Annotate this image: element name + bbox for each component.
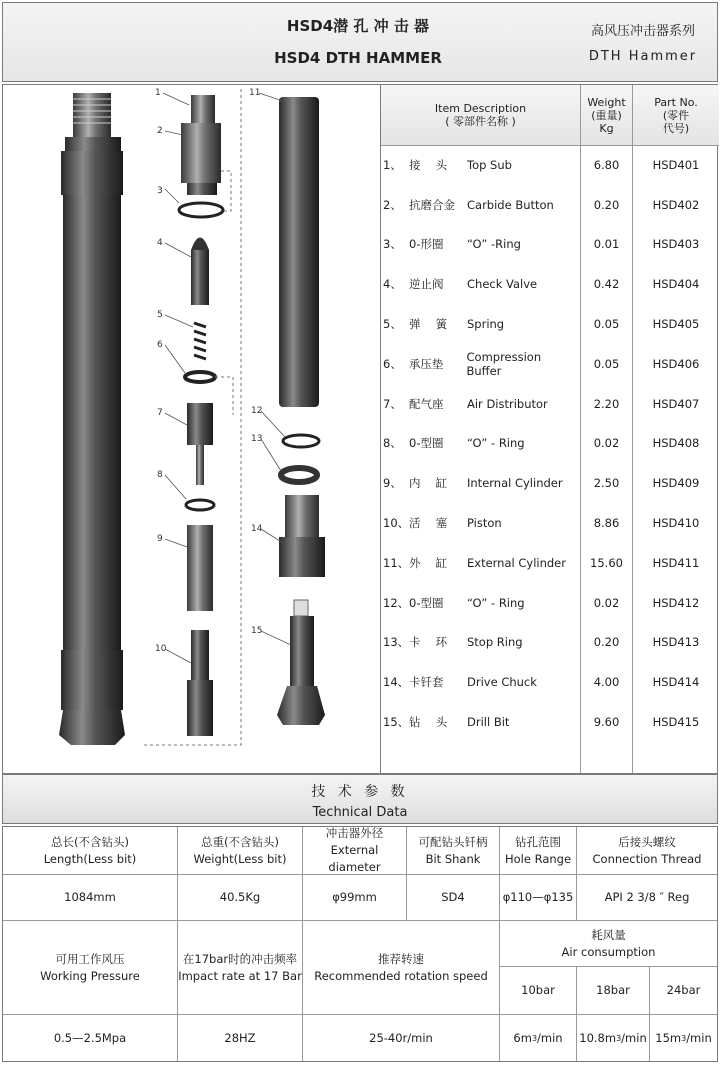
part-row-number: HSD404 xyxy=(652,277,700,292)
part-row-num: 15、 xyxy=(383,715,410,730)
part-row-weight: 4.00 xyxy=(593,675,620,690)
air-value-18-num: 10.8m xyxy=(579,1030,617,1045)
weight-value: 40.5Kg xyxy=(178,875,303,921)
air-sup-3: 3 xyxy=(681,1033,687,1043)
part-row-number: HSD414 xyxy=(652,675,700,690)
length-label xyxy=(3,827,178,875)
part-row-en: Check Valve xyxy=(467,277,538,292)
part-row-en: Drill Bit xyxy=(467,715,510,730)
part-row-weight: 0.42 xyxy=(593,277,620,292)
weight-cn: 总重(不含钻头) xyxy=(201,834,279,849)
diameter-cn: 冲击器外径 xyxy=(325,826,384,840)
part-row-weight: 0.05 xyxy=(593,317,620,332)
col-item-en: Item Description xyxy=(434,102,527,115)
title-cn: HSD4潜 孔 冲 击 器 xyxy=(286,17,430,35)
diameter-value: φ99mm xyxy=(303,875,407,921)
shank-value: SD4 xyxy=(407,875,500,921)
air-pressure-24: 24bar xyxy=(650,967,717,1015)
part-row-cn: 0-形圈 xyxy=(409,237,444,252)
tech-title-cn: 技 术 参 数 xyxy=(311,784,409,800)
air-en: Air consumption xyxy=(561,944,656,959)
weight-en: Weight(Less bit) xyxy=(193,851,287,866)
part-air-distributor xyxy=(187,403,213,485)
title-en: HSD4 DTH HAMMER xyxy=(274,49,442,67)
part-row-number: HSD410 xyxy=(652,516,700,531)
part-row-desc xyxy=(383,264,579,304)
part-row-weight: 6.80 xyxy=(593,157,620,172)
callout-1: 1 xyxy=(155,88,161,98)
part-row-cn: 钻 头 xyxy=(409,715,448,730)
air-value-24-num: 15m xyxy=(655,1030,682,1045)
part-row-cn: 内 缸 xyxy=(409,476,448,491)
part-row-num: 6、 xyxy=(383,356,402,371)
col-weight-cn: (重量) xyxy=(591,108,622,122)
hole-label xyxy=(500,827,577,875)
hole-en: Hole Range xyxy=(504,851,572,866)
pressure-label xyxy=(3,921,178,1015)
assembled-hammer xyxy=(59,93,125,745)
part-row-num: 3、 xyxy=(383,237,402,252)
part-row-cn: 抗磨合金 xyxy=(409,197,455,212)
col-item-header xyxy=(381,85,580,146)
rotation-cn: 推荐转速 xyxy=(378,951,424,966)
series-en: DTH Hammer xyxy=(588,49,698,64)
part-row-weight: 0.02 xyxy=(593,436,620,451)
pressure-value: 0.5—2.5Mpa xyxy=(3,1015,178,1061)
part-row-num: 14、 xyxy=(383,675,410,690)
part-row-weight: 0.20 xyxy=(593,635,620,650)
part-row-number: HSD403 xyxy=(652,237,700,252)
part-row-desc xyxy=(383,145,579,185)
part-row-en: Spring xyxy=(467,317,505,332)
part-top-sub xyxy=(181,95,221,195)
col-weight-header xyxy=(581,85,632,146)
parts-section xyxy=(2,84,718,774)
part-row-number: HSD415 xyxy=(652,715,700,730)
part-spring xyxy=(194,323,206,359)
callout-4: 4 xyxy=(157,238,163,248)
part-row-num: 9、 xyxy=(383,476,402,491)
part-row-weight: 0.05 xyxy=(593,356,620,371)
part-o-ring-3 xyxy=(179,203,223,217)
air-unit-1: /min xyxy=(537,1030,563,1045)
part-row-desc xyxy=(383,185,579,225)
air-sup-2: 3 xyxy=(616,1033,622,1043)
part-row-num: 8、 xyxy=(383,436,402,451)
part-row-en: Air Distributor xyxy=(467,396,548,411)
callout-2: 2 xyxy=(157,126,163,136)
part-row-en: “O” -Ring xyxy=(467,237,521,252)
part-row-desc xyxy=(383,384,579,424)
part-row-num: 1、 xyxy=(383,157,402,172)
part-row-num: 11、 xyxy=(383,555,410,570)
part-row-weight: 9.60 xyxy=(593,715,620,730)
part-row-desc xyxy=(383,463,579,503)
part-row-weight: 2.50 xyxy=(593,476,620,491)
air-value-10 xyxy=(500,1015,577,1061)
thread-en: Connection Thread xyxy=(592,851,702,866)
rotation-en: Recommended rotation speed xyxy=(314,968,488,983)
length-value: 1084mm xyxy=(3,875,178,921)
impact-value: 28HZ xyxy=(178,1015,303,1061)
part-row-en: Stop Ring xyxy=(467,635,523,650)
part-piston xyxy=(187,630,213,736)
length-en: Length(Less bit) xyxy=(43,851,137,866)
callout-14: 14 xyxy=(251,524,263,534)
col-part-cn-2: 代号) xyxy=(662,121,690,135)
callout-9: 9 xyxy=(157,534,163,544)
tech-grid xyxy=(2,826,718,1062)
part-drill-bit xyxy=(277,600,325,725)
callout-8: 8 xyxy=(157,470,163,480)
col-weight-unit: Kg xyxy=(599,121,614,135)
air-pressure-10: 10bar xyxy=(500,967,577,1015)
part-row-number: HSD402 xyxy=(652,197,700,212)
part-row-desc xyxy=(383,304,579,344)
callout-13: 13 xyxy=(251,434,263,444)
rotation-label xyxy=(303,921,500,1015)
part-row-desc xyxy=(383,702,579,742)
part-row-weight: 15.60 xyxy=(590,555,623,570)
shank-cn: 可配钻头钎柄 xyxy=(418,834,488,849)
thread-value: API 2 3/8 ″ Reg xyxy=(577,875,717,921)
air-value-10-num: 6m xyxy=(513,1030,532,1045)
part-o-ring-12 xyxy=(283,435,319,447)
exploded-drawing xyxy=(3,85,379,773)
air-value-18 xyxy=(577,1015,650,1061)
callout-7: 7 xyxy=(157,408,163,418)
col-item-cn: ( 零部件名称 ) xyxy=(445,115,516,128)
part-row-en: “O” - Ring xyxy=(467,595,525,610)
air-sup-1: 3 xyxy=(531,1033,538,1043)
impact-cn: 在17bar时的冲击频率 xyxy=(182,951,298,966)
part-row-desc xyxy=(383,225,579,265)
part-row-desc xyxy=(383,662,579,702)
part-row-desc xyxy=(383,583,579,623)
air-unit-2: /min xyxy=(621,1030,647,1045)
part-row-number: HSD411 xyxy=(652,555,700,570)
part-row-desc xyxy=(383,543,579,583)
part-row-desc xyxy=(383,424,579,464)
part-row-weight: 2.20 xyxy=(593,396,620,411)
part-external-cylinder xyxy=(279,97,319,407)
callout-11: 11 xyxy=(249,88,261,98)
shank-label xyxy=(407,827,500,875)
callout-10: 10 xyxy=(155,644,167,654)
part-row-desc xyxy=(383,623,579,663)
weight-label xyxy=(178,827,303,875)
part-row-num: 13、 xyxy=(383,635,410,650)
tech-header xyxy=(2,774,718,824)
part-row-weight: 0.02 xyxy=(593,595,620,610)
part-row-number: HSD408 xyxy=(652,436,700,451)
part-row-en: “O” - Ring xyxy=(467,436,525,451)
part-row-desc xyxy=(383,344,579,384)
part-row-en: Piston xyxy=(467,516,502,531)
part-row-number: HSD407 xyxy=(652,396,700,411)
part-row-cn: 弹 簧 xyxy=(409,317,448,332)
part-drive-chuck xyxy=(279,495,325,577)
part-o-ring-8 xyxy=(186,500,214,510)
col-part-header xyxy=(633,85,719,146)
part-row-en: Top Sub xyxy=(467,157,512,172)
part-row-cn: 0-型圈 xyxy=(409,595,444,610)
part-row-number: HSD406 xyxy=(652,356,700,371)
part-row-cn: 承压垫 xyxy=(408,356,444,371)
tech-title-en: Technical Data xyxy=(312,805,408,820)
part-row-num: 4、 xyxy=(383,277,402,292)
callout-12: 12 xyxy=(251,406,263,416)
air-value-24 xyxy=(650,1015,717,1061)
part-row-cn: 接 头 xyxy=(409,157,448,172)
thread-cn: 后接头螺纹 xyxy=(618,834,676,849)
part-row-cn: 配气座 xyxy=(409,396,444,411)
part-compression-buffer xyxy=(185,372,215,382)
pressure-en: Working Pressure xyxy=(40,968,140,983)
diameter-en: External diameter xyxy=(328,843,381,874)
parts-table xyxy=(380,85,719,773)
col-weight-en: Weight xyxy=(587,95,626,109)
callout-3: 3 xyxy=(157,186,163,196)
part-row-cn: 0-型圈 xyxy=(409,436,444,451)
impact-label xyxy=(178,921,303,1015)
part-row-en: Compression Buffer xyxy=(466,349,542,378)
part-row-cn: 卡 环 xyxy=(409,635,448,650)
shank-en: Bit Shank xyxy=(425,851,481,866)
part-row-number: HSD409 xyxy=(652,476,700,491)
pressure-cn: 可用工作风压 xyxy=(55,951,125,966)
length-cn: 总长(不含钻头) xyxy=(51,834,129,849)
part-row-num: 2、 xyxy=(383,197,402,212)
part-row-en: External Cylinder xyxy=(467,555,566,570)
diameter-label xyxy=(303,827,407,875)
part-row-weight: 0.01 xyxy=(593,237,620,252)
part-row-cn: 卡钎套 xyxy=(409,675,444,690)
part-row-num: 10、 xyxy=(383,516,410,531)
callout-15: 15 xyxy=(251,626,263,636)
part-row-num: 7、 xyxy=(383,396,402,411)
rotation-value: 25-40r/min xyxy=(303,1015,500,1061)
part-row-cn: 活 塞 xyxy=(409,516,448,531)
series-cn: 高风压冲击器系列 xyxy=(590,24,695,39)
header xyxy=(2,2,718,82)
part-stop-ring xyxy=(281,468,317,482)
callout-5: 5 xyxy=(157,310,163,320)
part-row-weight: 0.20 xyxy=(593,197,620,212)
callout-6: 6 xyxy=(157,340,163,350)
part-row-en: Carbide Button xyxy=(467,197,554,212)
part-row-desc xyxy=(383,503,579,543)
part-row-number: HSD401 xyxy=(652,157,700,172)
part-row-cn: 逆止阀 xyxy=(409,277,444,292)
air-cn: 耗风量 xyxy=(591,927,626,942)
part-row-cn: 外 缸 xyxy=(409,555,448,570)
impact-en: Impact rate at 17 Bar xyxy=(178,968,302,983)
part-row-en: Drive Chuck xyxy=(467,675,537,690)
air-pressure-18: 18bar xyxy=(577,967,650,1015)
air-unit-3: /min xyxy=(686,1030,712,1045)
air-label xyxy=(500,921,717,967)
part-row-number: HSD405 xyxy=(652,317,700,332)
part-row-en: Internal Cylinder xyxy=(467,476,563,491)
hole-cn: 钻孔范围 xyxy=(515,834,561,849)
hole-value: φ110—φ135 xyxy=(500,875,577,921)
part-internal-cylinder xyxy=(187,525,213,611)
part-check-valve xyxy=(191,238,209,306)
part-row-number: HSD412 xyxy=(652,595,700,610)
col-part-en: Part No. xyxy=(654,95,698,109)
part-row-num: 12、 xyxy=(383,595,410,610)
part-row-number: HSD413 xyxy=(652,635,700,650)
thread-label xyxy=(577,827,717,875)
part-row-weight: 8.86 xyxy=(593,516,620,531)
part-row-num: 5、 xyxy=(383,317,402,332)
col-part-cn-1: (零件 xyxy=(662,108,690,122)
